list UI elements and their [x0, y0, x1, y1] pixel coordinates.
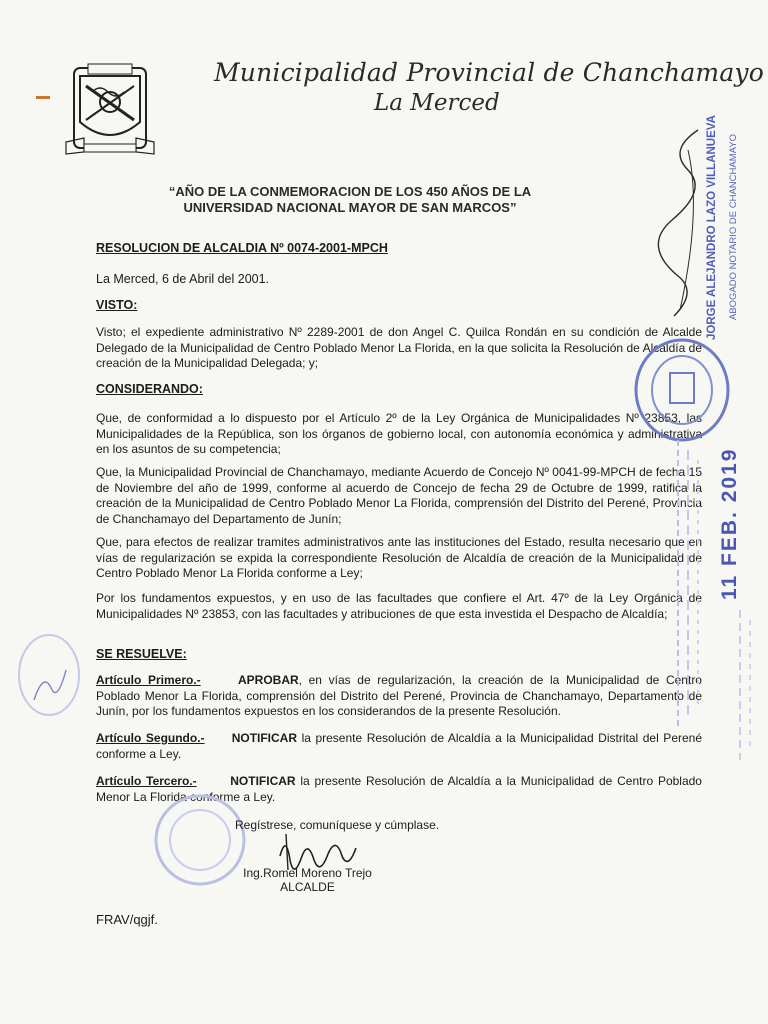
year-motto — [140, 184, 560, 216]
article-second-action: NOTIFICAR — [231, 731, 298, 745]
resolution-date: La Merced, 6 de Abril del 2001. — [96, 272, 270, 286]
considerando-paragraph-3: Que, para efectos de realizar tramites administrativos ante las instituciones del Estado, resulta necesario que en vías de regularización se expida la correspondiente Resolución de Alcaldía de creación de la Municipalidad de Centro Poblado Menor La Florida conforme a Ley; — [96, 535, 702, 580]
scan-mark — [36, 96, 50, 99]
article-third-text: la presente Resolución de Alcaldía a la Municipalidad de Centro Poblado Menor La Florida conforme a Ley. — [96, 774, 702, 804]
article-first-action: APROBAR — [237, 673, 299, 687]
faint-certification-lines — [672, 440, 702, 740]
considerando-paragraph-1: Que, de conformidad a lo dispuesto por el Artículo 2º de la Ley Orgánica de Municipalidades Nº 23853, las Municipalidades de la República, son los órganos de gobierno local, con autonomía económica y administrativa en los asuntos de su competencia; — [96, 411, 702, 456]
visto-heading: VISTO: — [96, 298, 138, 312]
notary-round-stamp — [632, 335, 732, 445]
seal-graphic — [62, 62, 158, 158]
article-second-label: Artículo Segundo.- — [96, 731, 205, 745]
considerando-paragraph-4: Por los fundamentos expuestos, y en uso de las facultades que confiere el Art. 47º de la Ley Orgánica de Municipalidades Nº 23853, con las facultades y atribuciones de que esta investida el Despacho de Alcaldía; — [96, 591, 702, 621]
considerando-heading: CONSIDERANDO: — [96, 382, 203, 396]
notary-role-stamp: ABOGADO NOTARIO DE CHANCHAMAYO — [728, 134, 739, 320]
motto-line-1: “AÑO DE LA CONMEMORACION DE LOS 450 AÑOS DE LA — [168, 184, 532, 199]
header-subtitle: La Merced — [374, 90, 500, 116]
motto-line-2: UNIVERSIDAD NACIONAL MAYOR DE SAN MARCOS” — [183, 200, 517, 215]
signer-name: Ing.Romel Moreno Trejo — [243, 866, 372, 880]
resolution-title: RESOLUCION DE ALCALDIA Nº 0074-2001-MPCH — [96, 241, 388, 255]
article-second-text: la presente Resolución de Alcaldía a la Municipalidad Distrital del Perené conforme a Ley. — [96, 731, 703, 761]
signer-title: ALCALDE — [280, 880, 335, 894]
article-second — [96, 731, 702, 762]
municipal-seal — [62, 62, 158, 158]
article-third-label: Artículo Tercero.- — [96, 774, 197, 788]
header-title: Municipalidad Provincial de Chanchamayo — [214, 58, 765, 87]
article-first-label: Artículo Primero.- — [96, 673, 201, 687]
date-stamp: 11 FEB. 2019 — [718, 447, 741, 600]
notary-name-stamp: JORGE ALEJANDRO LAZO VILLANUEVA — [706, 115, 718, 340]
article-first-text: , en vías de regularización, la creación de la Municipalidad de Centro Poblado Menor La Florida, comprensión del Distrito del Perené, Provincia de Chanchamayo, Departamento de Junín, por los fundamentos expuestos en los considerandos de la presente Resolución. — [96, 673, 702, 718]
visto-paragraph: Visto; el expediente administrativo Nº 2289-2001 de don Angel C. Quilca Rondán en su condición de Alcalde Delegado de la Municipalidad de Centro Poblado Menor La Florida, en la que solicita la Resolución de Alcaldía de creación de la Municipalidad Delegada; y; — [96, 325, 702, 370]
signer-block — [235, 866, 380, 894]
resuelve-heading: SE RESUELVE: — [96, 647, 187, 661]
reference-initials: FRAV/qgjf. — [96, 912, 158, 927]
considerando-paragraph-2: Que, la Municipalidad Provincial de Chanchamayo, mediante Acuerdo de Concejo Nº 0041-99-MPCH de fecha 15 de Noviembre del año de 1999, conforme al acuerdo de Concejo de fecha 29 de Octubre de 1999, ratifica la creación de la Municipalidad de Centro Poblado Menor La Florida, comprensión del Distrito del Perené, Provincia de Chanchamayo del Departamento de Junín; — [96, 465, 702, 526]
faint-margin-lines — [732, 610, 756, 770]
article-third-action: NOTIFICAR — [230, 774, 296, 788]
left-margin-seal — [14, 630, 84, 720]
closing-formula: Regístrese, comuníquese y cúmplase. — [235, 818, 440, 832]
article-first — [96, 673, 702, 720]
